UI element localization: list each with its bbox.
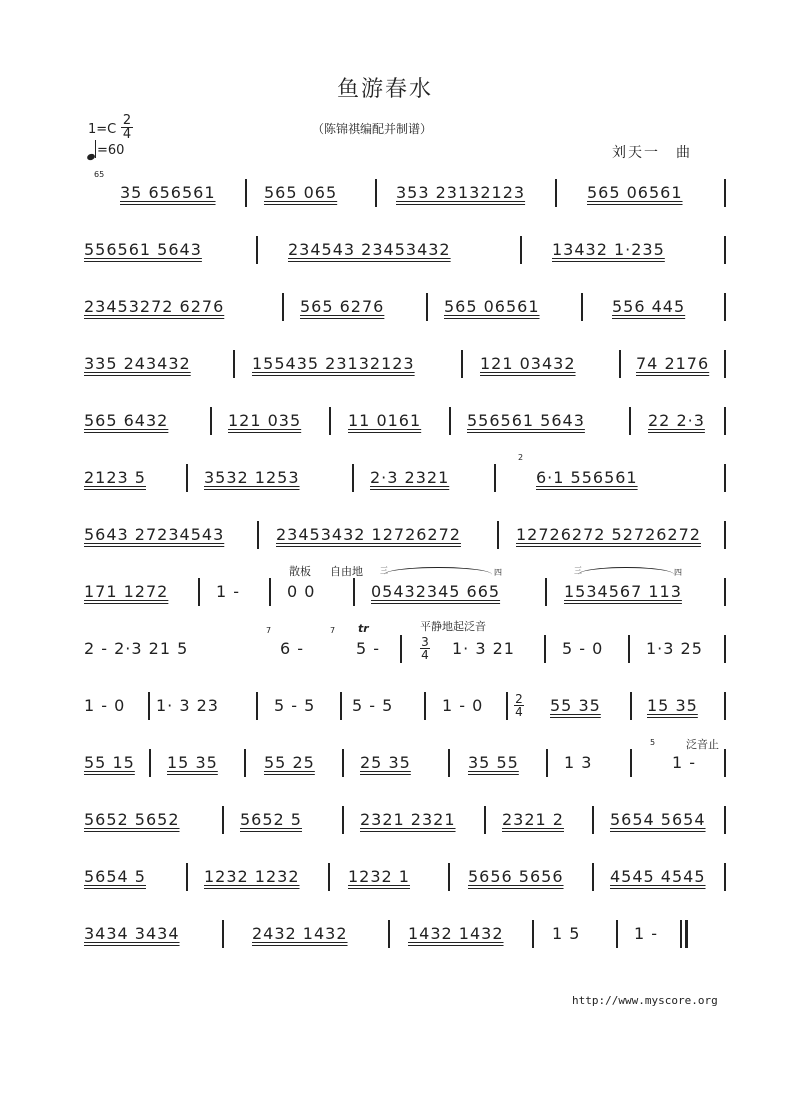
measure: 1432 1432 [408, 924, 504, 943]
staff-line-5 [84, 406, 730, 436]
measure: 2·3 2321 [370, 468, 450, 487]
barline [448, 749, 450, 777]
tempo-text-ziyoudi: 自由地 [330, 565, 363, 578]
time-signature-denominator: 4 [122, 127, 132, 142]
grace-note: 2 [518, 453, 524, 462]
barline [186, 863, 188, 891]
barline [724, 407, 726, 435]
measure: 2321 2321 [360, 810, 456, 829]
grace-note: 7 [266, 626, 272, 635]
barline [497, 521, 499, 549]
tempo-value: =60 [97, 143, 125, 158]
measure: 11 0161 [348, 411, 422, 430]
trill-mark: tr [358, 622, 369, 635]
barline [592, 806, 594, 834]
measure: 5 - 5 [274, 696, 316, 715]
measure: 565 06561 [587, 183, 683, 202]
measure: 1·3 25 [646, 639, 703, 658]
barline [629, 407, 631, 435]
measure: 171 1272 [84, 582, 169, 601]
measure: 5 - [356, 639, 381, 658]
measure: 6·1 556561 [536, 468, 638, 487]
measure: 55 25 [264, 753, 315, 772]
string-mark: 三 [380, 566, 388, 575]
staff-line-3 [84, 292, 730, 322]
measure: 13432 1·235 [552, 240, 665, 259]
barline [210, 407, 212, 435]
barline [630, 692, 632, 720]
staff-line-6 [84, 453, 730, 493]
barline [724, 635, 726, 663]
measure: 1· 3 23 [156, 696, 219, 715]
barline [494, 464, 496, 492]
tempo-text-sanban: 散板 [289, 565, 311, 578]
barline [340, 692, 342, 720]
barline [461, 350, 463, 378]
barline [342, 806, 344, 834]
barline [353, 578, 355, 606]
string-mark: 四 [674, 568, 682, 577]
barline [342, 749, 344, 777]
arranger-note: （陈锦祺编配并制谱） [312, 122, 433, 136]
barline [245, 179, 247, 207]
staff-line-14 [84, 919, 730, 949]
barline [724, 293, 726, 321]
measure: 1 - [216, 582, 241, 601]
barline [400, 635, 402, 663]
measure: 565 065 [264, 183, 338, 202]
barline [724, 806, 726, 834]
barline [282, 293, 284, 321]
grace-note: 7 [330, 626, 336, 635]
barline [388, 920, 390, 948]
final-barline [685, 920, 688, 948]
source-url: http://www.myscore.org [572, 994, 718, 1007]
barline [329, 407, 331, 435]
barline [352, 464, 354, 492]
measure: 121 035 [228, 411, 302, 430]
barline [149, 749, 151, 777]
measure: 2 - 2·3 21 5 [84, 639, 189, 658]
time-signature-numerator: 2 [122, 113, 132, 128]
barline [628, 635, 630, 663]
measure: 1232 1 [348, 867, 410, 886]
barline [244, 749, 246, 777]
barline [256, 236, 258, 264]
staff-line-13 [84, 862, 730, 892]
measure: 5 - 5 [352, 696, 394, 715]
measure: 556561 5643 [84, 240, 202, 259]
barline [424, 692, 426, 720]
barline [484, 806, 486, 834]
composer: 刘天一 曲 [612, 145, 692, 161]
measure: 335 243432 [84, 354, 191, 373]
barline [426, 293, 428, 321]
time-signature-change [420, 636, 430, 661]
barline [222, 806, 224, 834]
barline [592, 863, 594, 891]
barline [616, 920, 618, 948]
staff-line-4 [84, 349, 730, 379]
measure: 1534567 113 [564, 582, 682, 601]
key-signature: 1=C [88, 122, 117, 137]
measure: 556561 5643 [467, 411, 585, 430]
measure: 2123 5 [84, 468, 146, 487]
measure: 5643 27234543 [84, 525, 225, 544]
time-signature-denominator: 4 [421, 648, 429, 662]
measure: 4545 4545 [610, 867, 706, 886]
measure: 15 35 [167, 753, 218, 772]
staff-line-7 [84, 520, 730, 550]
measure: 22 2·3 [648, 411, 705, 430]
staff-line-12 [84, 805, 730, 835]
measure: 1232 1232 [204, 867, 300, 886]
barline [532, 920, 534, 948]
measure: 25 35 [360, 753, 411, 772]
measure: 1 - 0 [84, 696, 126, 715]
barline [222, 920, 224, 948]
staff-line-10 [84, 691, 730, 721]
staff-line-2 [84, 235, 730, 265]
measure: 5652 5 [240, 810, 302, 829]
barline [233, 350, 235, 378]
staff-line-11 [84, 738, 730, 778]
expression-text: 泛音止 [686, 738, 719, 751]
string-mark: 四 [494, 568, 502, 577]
barline [448, 863, 450, 891]
grace-note: 5 [650, 738, 656, 747]
barline [256, 692, 258, 720]
barline [724, 179, 726, 207]
barline [545, 578, 547, 606]
measure: 121 03432 [480, 354, 576, 373]
measure: 35 656561 [120, 183, 216, 202]
staff-line-9 [84, 620, 730, 664]
measure: 55 15 [84, 753, 135, 772]
barline [724, 236, 726, 264]
score-title: 鱼游春水 [336, 77, 433, 102]
barline [506, 692, 508, 720]
barline [581, 293, 583, 321]
measure: 1 3 [564, 753, 593, 772]
measure: 74 2176 [636, 354, 710, 373]
staff-line-1 [84, 170, 730, 208]
quarter-note-icon [87, 140, 97, 160]
barline [724, 464, 726, 492]
barline [148, 692, 150, 720]
measure: 05432345 665 [371, 582, 501, 601]
measure: 155435 23132123 [252, 354, 415, 373]
measure: 5 - 0 [562, 639, 604, 658]
measure: 23453432 12726272 [276, 525, 461, 544]
barline [555, 179, 557, 207]
barline [186, 464, 188, 492]
measure: 35 55 [468, 753, 519, 772]
time-signature [121, 114, 133, 141]
measure: 12726272 52726272 [516, 525, 701, 544]
barline [269, 578, 271, 606]
barline [724, 749, 726, 777]
measure: 556 445 [612, 297, 686, 316]
barline [375, 179, 377, 207]
tempo-marking [87, 140, 124, 160]
measure: 565 6276 [300, 297, 385, 316]
measure: 5654 5654 [610, 810, 706, 829]
barline [449, 407, 451, 435]
barline [257, 521, 259, 549]
measure: 6 - [280, 639, 305, 658]
measure: 0 0 [287, 582, 316, 601]
barline [544, 635, 546, 663]
barline [520, 236, 522, 264]
measure: 2432 1432 [252, 924, 348, 943]
barline [724, 863, 726, 891]
measure: 565 06561 [444, 297, 540, 316]
measure: 55 35 [550, 696, 601, 715]
barline [724, 578, 726, 606]
measure: 1 - 0 [442, 696, 484, 715]
measure: 234543 23453432 [288, 240, 451, 259]
measure: 5652 5652 [84, 810, 180, 829]
time-signature-numerator: 3 [421, 635, 429, 649]
string-mark: 三 [574, 566, 582, 575]
barline [680, 920, 682, 948]
time-signature-change [514, 693, 524, 718]
measure: 15 35 [647, 696, 698, 715]
expression-text: 平静地起泛音 [420, 620, 486, 633]
time-signature-numerator: 2 [515, 692, 523, 706]
staff-line-8 [84, 565, 730, 607]
measure: 23453272 6276 [84, 297, 225, 316]
measure: 5656 5656 [468, 867, 564, 886]
barline [724, 350, 726, 378]
measure: 1 - [634, 924, 659, 943]
measure: 353 23132123 [396, 183, 526, 202]
barline [630, 749, 632, 777]
measure: 3434 3434 [84, 924, 180, 943]
measure: 2321 2 [502, 810, 564, 829]
measure: 3532 1253 [204, 468, 300, 487]
barline [328, 863, 330, 891]
barline [619, 350, 621, 378]
measure: 5654 5 [84, 867, 146, 886]
barline [198, 578, 200, 606]
measure: 1 5 [552, 924, 581, 943]
barline [724, 692, 726, 720]
barline [546, 749, 548, 777]
time-signature-denominator: 4 [515, 705, 523, 719]
measure: 565 6432 [84, 411, 169, 430]
measure: 1 - [672, 753, 697, 772]
barline [724, 521, 726, 549]
measure: 1· 3 21 [452, 639, 515, 658]
grace-note: 65 [94, 170, 105, 179]
